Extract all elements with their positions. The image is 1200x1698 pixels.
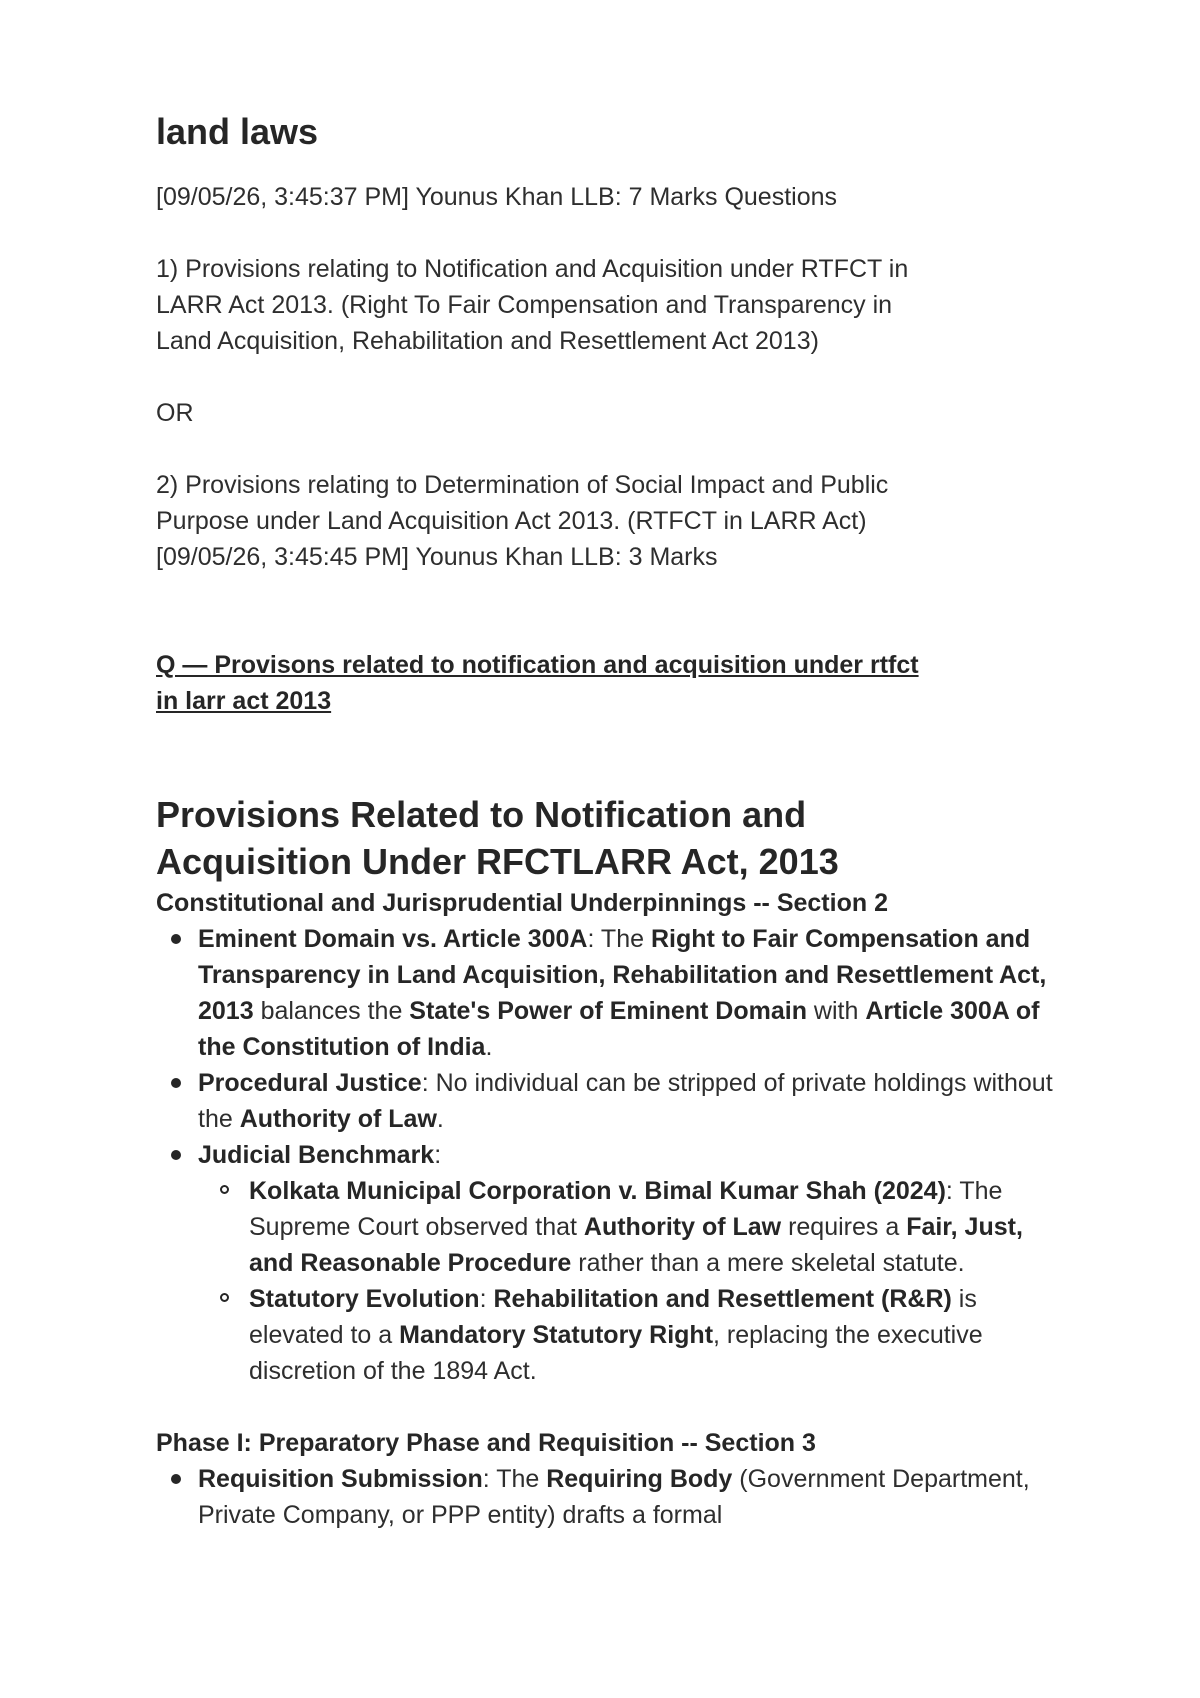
section-2-heading: Constitutional and Jurisprudential Underpinnings -- Section 2 [156,889,888,917]
page-title: land laws [156,111,319,152]
main-heading-line-1: Provisions Related to Notification and [156,794,807,835]
phase-1-heading: Phase I: Preparatory Phase and Requisition -- Section 3 [156,1429,816,1457]
question-1-line-2: LARR Act 2013. (Right To Fair Compensation and Transparency in [156,291,893,319]
question-heading-line-2: in larr act 2013 [156,687,332,715]
list-item-eminent-domain: Eminent Domain vs. Article 300A: The Right to Fair Compensation and Transparency in Land Acquisition, Rehabilitation and Resettlement Act, 2013 balances the State's Power of Eminent Domain with Article 300A of the Constitution of India. [198,921,1056,1065]
question-heading-line-1: Q — Provisons related to notification and acquisition under rtfct [156,651,919,679]
list-item-procedural-justice: Procedural Justice: No individual can be stripped of private holdings without the Authority of Law. [198,1065,1056,1137]
phase-1-list [156,1461,1056,1533]
question-2-line-1: 2) Provisions relating to Determination of Social Impact and Public [156,471,889,499]
section-2-list [156,921,1056,1389]
judicial-benchmark-sublist [198,1173,1056,1389]
list-item-requisition-submission: Requisition Submission: The Requiring Body (Government Department, Private Company, or PPP entity) drafts a formal [198,1461,1056,1533]
list-item-judicial-benchmark: Judicial Benchmark: Kolkata Municipal Corporation v. Bimal Kumar Shah (2024): The Supreme Court observed that Authority of Law requires a Fair, Just, and Reasonable Procedure rather than a mere skeletal statute. Statutory Evolution: Rehabilitation and Resettlement (R&R) is elevated to a Mandatory Statutory Right, replacing the executive discretion of the 1894 Act. [198,1137,1056,1389]
document-content [156,108,1056,1533]
sublist-item-statutory-evolution: Statutory Evolution: Rehabilitation and Resettlement (R&R) is elevated to a Mandatory Statutory Right, replacing the executive discretion of the 1894 Act. [249,1281,1056,1389]
question-1-line-3: Land Acquisition, Rehabilitation and Resettlement Act 2013) [156,327,819,355]
or-separator: OR [156,399,194,427]
question-2-line-2: Purpose under Land Acquisition Act 2013. (RTFCT in LARR Act) [156,507,867,535]
question-1-line-1: 1) Provisions relating to Notification and Acquisition under RTFCT in [156,255,909,283]
sublist-item-kolkata-case: Kolkata Municipal Corporation v. Bimal Kumar Shah (2024): The Supreme Court observed that Authority of Law requires a Fair, Just, and Reasonable Procedure rather than a mere skeletal statute. [249,1173,1056,1281]
main-heading-line-2: Acquisition Under RFCTLARR Act, 2013 [156,841,839,882]
chat-message-1: [09/05/26, 3:45:37 PM] Younus Khan LLB: 7 Marks Questions [156,183,838,211]
chat-message-2: [09/05/26, 3:45:45 PM] Younus Khan LLB: 3 Marks [156,543,718,571]
